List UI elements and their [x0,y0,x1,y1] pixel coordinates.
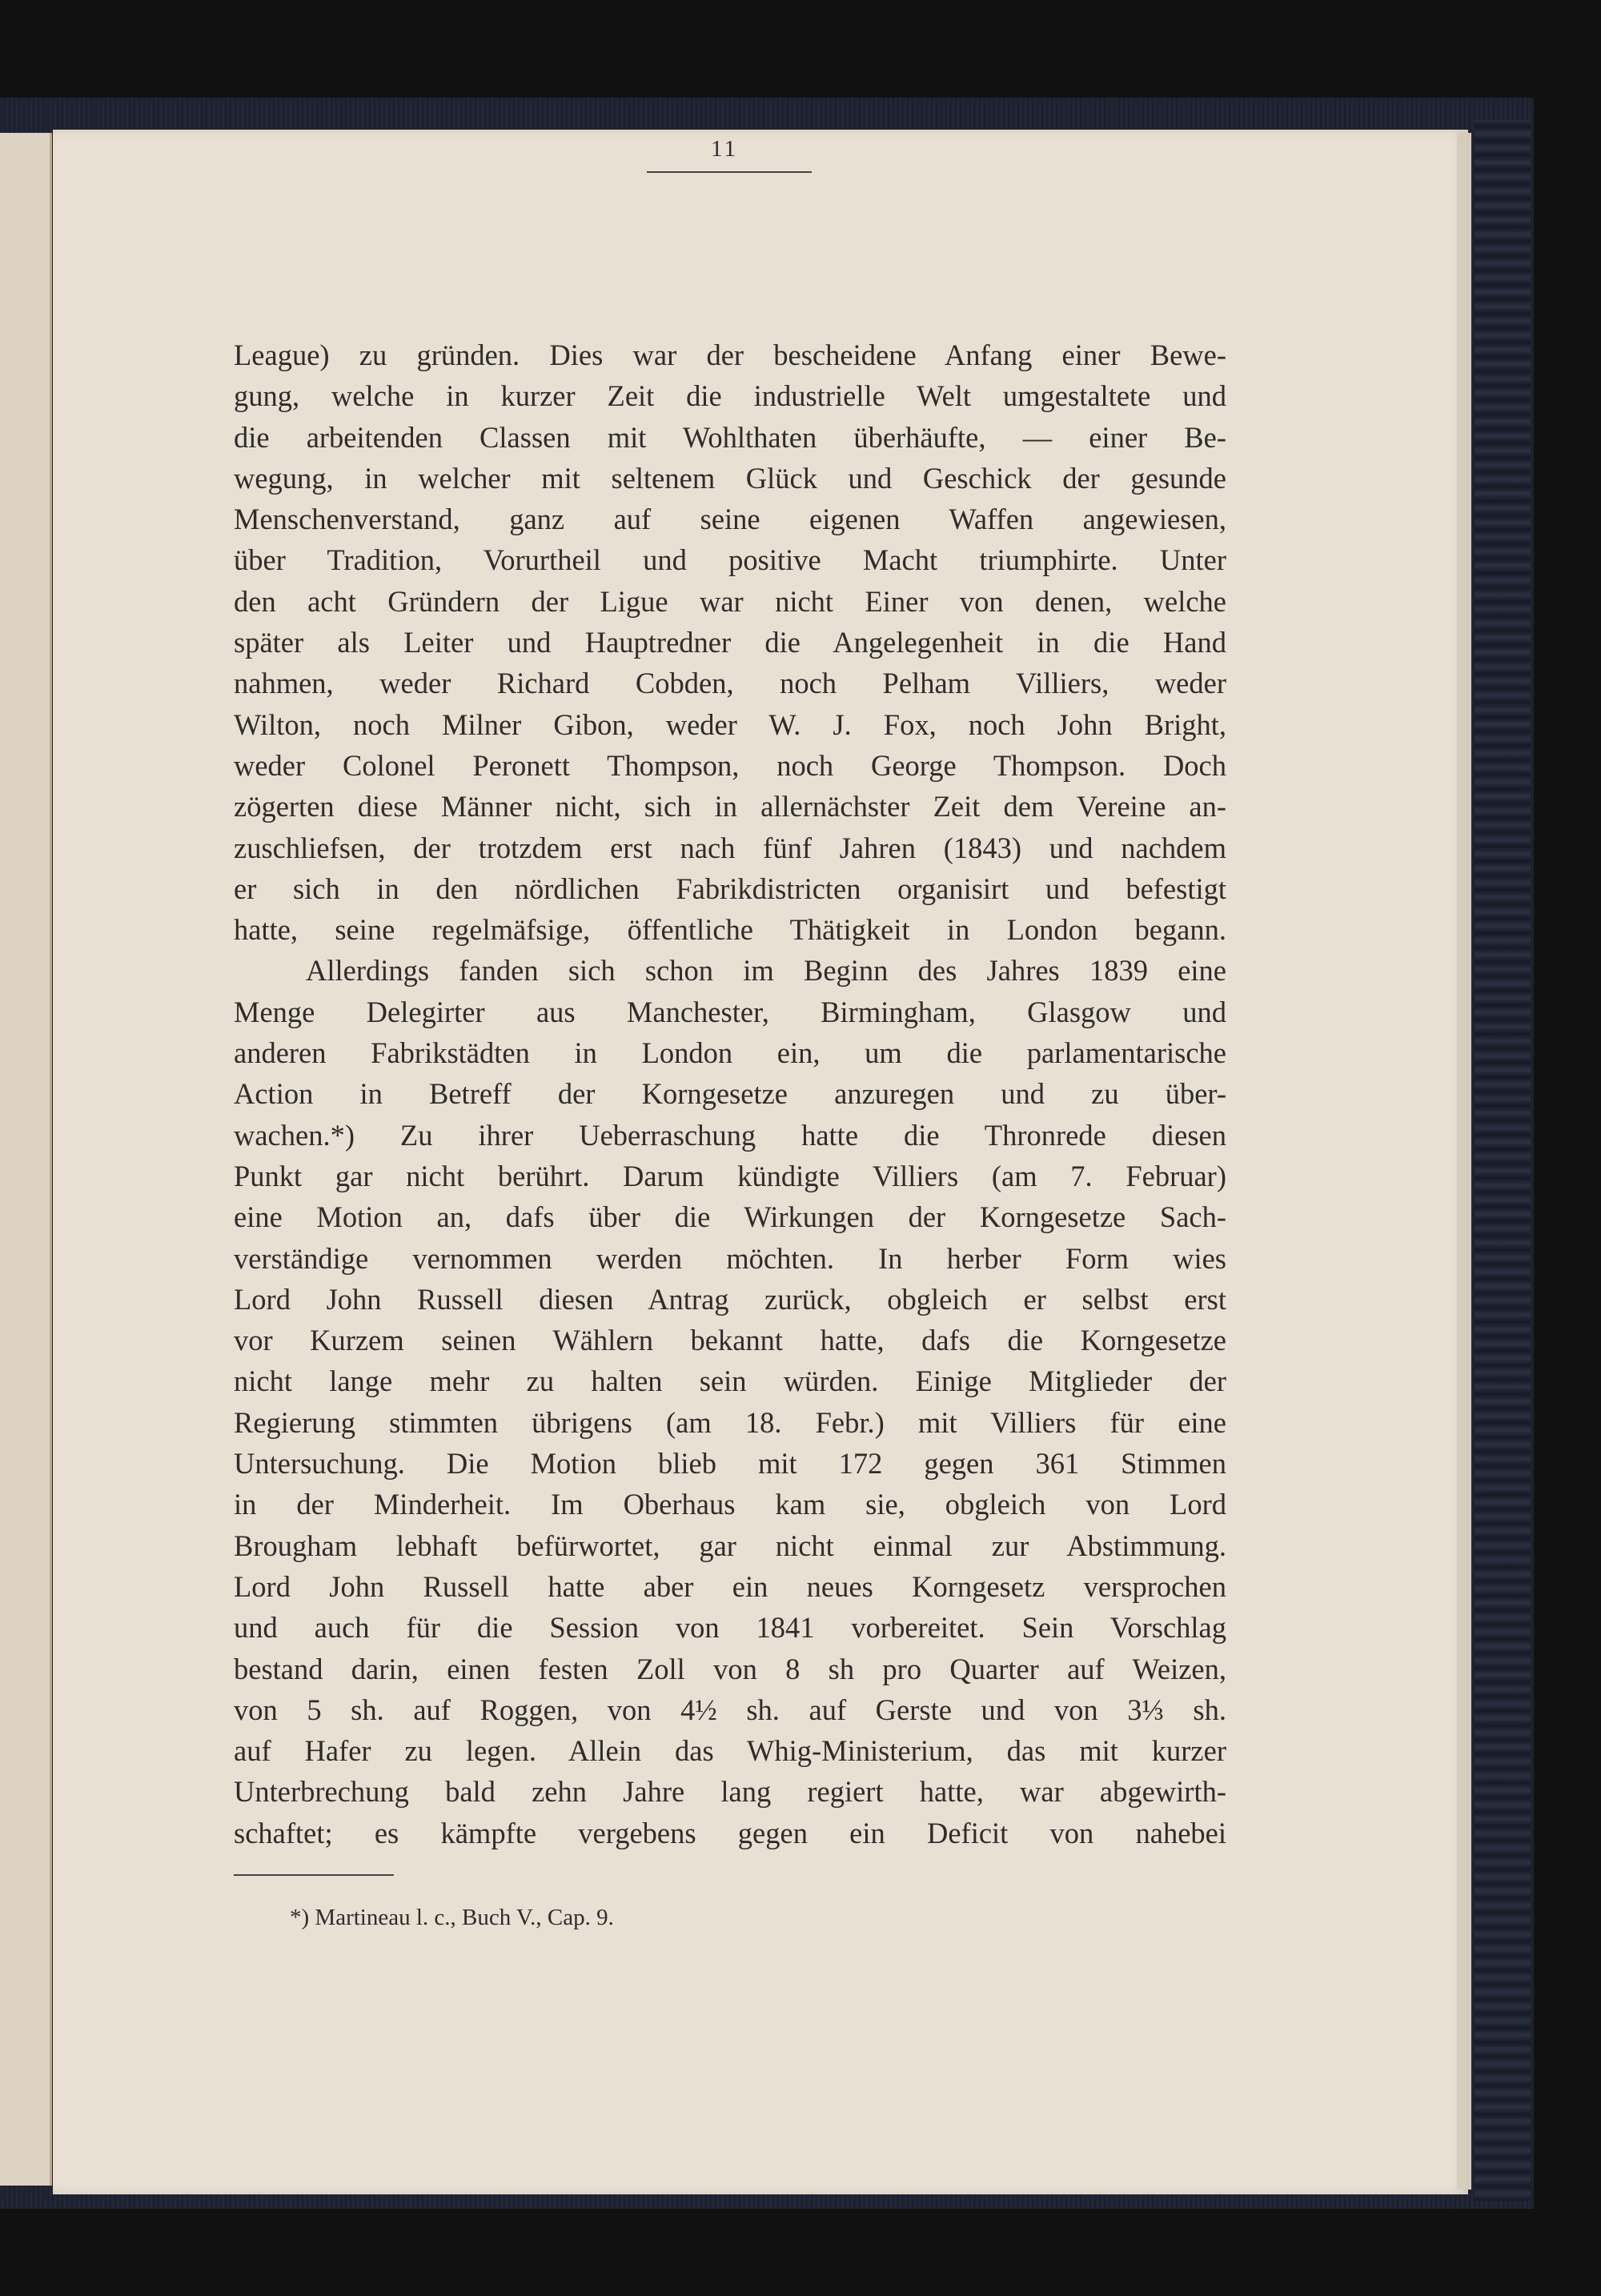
text-line: Untersuchung. Die Motion blieb mit 172 gegen 361 Stimmen [234,1447,1226,1481]
text-line: anderen Fabrikstädten in London ein, um die parlamentarische [234,1036,1226,1070]
text-line: gung, welche in kurzer Zeit die industrielle Welt umgestaltete und [234,379,1226,413]
text-line: nahmen, weder Richard Cobden, noch Pelham Villiers, weder [234,667,1226,700]
footnote: *) Martineau l. c., Buch V., Cap. 9. [290,1905,614,1930]
text-line: Wilton, noch Milner Gibon, weder W. J. Fox, noch John Bright, [234,707,1226,741]
text-line: Allerdings fanden sich schon im Beginn des Jahres 1839 eine [306,954,1226,988]
text-line: und auch für die Session von 1841 vorbereitet. Sein Vorschlag [234,1611,1226,1645]
text-line: schaftet; es kämpfte vergebens gegen ein Deficit von nahebei [234,1816,1226,1849]
text-line: später als Leiter und Hauptredner die Angelegenheit in die Hand [234,626,1226,659]
text-line: Action in Betreff der Korngesetze anzuregen und zu über- [234,1077,1226,1111]
text-line: verständige vernommen werden möchten. In herber Form wies [234,1241,1226,1275]
text-line: die arbeitenden Classen mit Wohlthaten überhäufte, — einer Be- [234,420,1226,454]
text-line: er sich in den nördlichen Fabrikdistricten organisirt und befestigt [234,872,1226,905]
text-line: wegung, in welcher mit seltenem Glück und Geschick der gesunde [234,461,1226,495]
text-line: von 5 sh. auf Roggen, von 4½ sh. auf Gerste und von 3⅓ sh. [234,1693,1226,1726]
text-line: vor Kurzem seinen Wählern bekannt hatte, dafs die Korngesetze [234,1324,1226,1357]
text-line: nicht lange mehr zu halten sein würden. Einige Mitglieder der [234,1364,1226,1398]
text-line: zögerten diese Männer nicht, sich in allernächster Zeit dem Vereine an- [234,790,1226,823]
text-line: den acht Gründern der Ligue war nicht Einer von denen, welche [234,584,1226,618]
header-rule [647,171,812,173]
page-fore-edge [1457,133,1471,2190]
text-line: hatte, seine regelmäfsige, öffentliche Thätigkeit in London begann. [234,913,1226,947]
page-number: 11 [711,136,738,162]
facing-page-edge [0,133,52,2186]
text-line: in der Minderheit. Im Oberhaus kam sie, obgleich von Lord [234,1488,1226,1521]
text-line: über Tradition, Vorurtheil und positive Macht triumphirte. Unter [234,543,1226,577]
text-line: eine Motion an, dafs über die Wirkungen der Korngesetze Sach- [234,1200,1226,1234]
footnote-rule [234,1874,394,1876]
text-line: Lord John Russell diesen Antrag zurück, obgleich er selbst erst [234,1282,1226,1316]
text-line: Menge Delegirter aus Manchester, Birmingham, Glasgow und [234,995,1226,1028]
text-line: Regierung stimmten übrigens (am 18. Febr.) mit Villiers für eine [234,1405,1226,1439]
text-line: zuschliefsen, der trotzdem erst nach fünf Jahren (1843) und nachdem [234,831,1226,864]
text-line: Menschenverstand, ganz auf seine eigenen Waffen angewiesen, [234,503,1226,536]
text-line: Punkt gar nicht berührt. Darum kündigte Villiers (am 7. Februar) [234,1159,1226,1192]
text-line: wachen.*) Zu ihrer Ueberraschung hatte die Thronrede diesen [234,1118,1226,1152]
body-text [234,335,1226,1853]
text-line: weder Colonel Peronett Thompson, noch George Thompson. Doch [234,748,1226,782]
text-line: Unterbrechung bald zehn Jahre lang regiert hatte, war abgewirth- [234,1775,1226,1809]
text-line: League) zu gründen. Dies war der bescheidene Anfang einer Bewe- [234,339,1226,371]
text-line: bestand darin, einen festen Zoll von 8 sh pro Quarter auf Weizen, [234,1652,1226,1685]
text-line: Lord John Russell hatte aber ein neues Korngesetz versprochen [234,1569,1226,1603]
text-line: Brougham lebhaft befürwortet, gar nicht einmal zur Abstimmung. [234,1529,1226,1562]
cover-edge [1475,120,1531,2201]
text-line: auf Hafer zu legen. Allein das Whig-Ministerium, das mit kurzer [234,1734,1226,1768]
